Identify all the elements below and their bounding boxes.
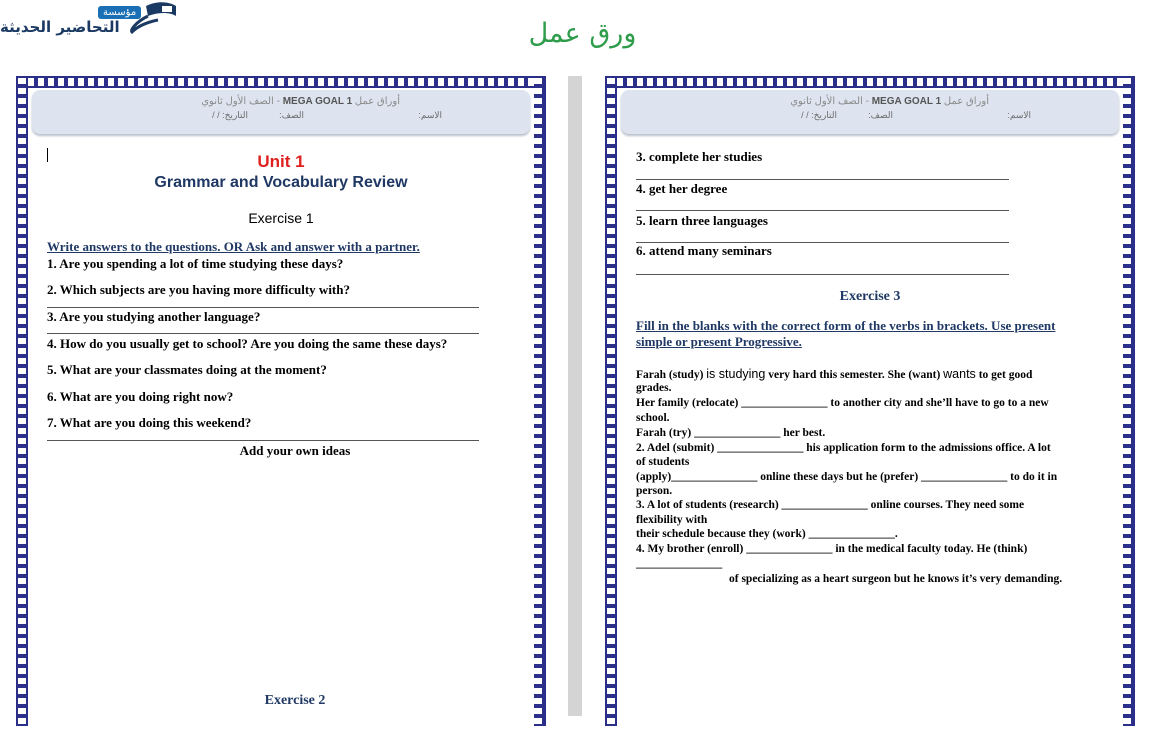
exercise-3-instruction-line1: Fill in the blanks with the correct form of the verbs in brackets. Use present bbox=[636, 318, 1056, 333]
exercise-3-text: of specializing as a heart surgeon but he knows it’s very demanding. bbox=[729, 573, 1063, 585]
exercise-3-heading: Exercise 3 bbox=[839, 289, 901, 304]
exercise-3-text: person. bbox=[636, 485, 673, 497]
header-date-field: التاريخ: / / bbox=[212, 110, 248, 120]
logo-text: التحاضير الحديثة bbox=[0, 18, 120, 36]
page-title: ورق عمل bbox=[528, 18, 637, 49]
question-5: 5. What are your classmates doing at the moment? bbox=[47, 362, 327, 377]
answer-line bbox=[47, 440, 479, 441]
header-name-field: الاسم: bbox=[418, 110, 442, 120]
own-ideas-prompt: Add your own ideas bbox=[239, 443, 351, 458]
exercise-3-text: (apply)_______________ online these days but he (prefer) _______________ to do it in bbox=[636, 471, 1058, 483]
question-7: 7. What are you doing this weekend? bbox=[47, 415, 252, 430]
exercise-1-heading: Exercise 1 bbox=[248, 210, 314, 226]
answer-line bbox=[636, 210, 1009, 211]
question-3: 3. Are you studying another language? bbox=[47, 309, 261, 324]
exercise-3-text: 2. Adel (submit) _______________ his application form to the admissions office. A lot bbox=[636, 442, 1051, 454]
exercise-3-text: school. bbox=[636, 412, 670, 424]
exercise-2-heading: Exercise 2 bbox=[264, 693, 326, 708]
exercise-3-text: flexibility with bbox=[636, 514, 708, 526]
worksheet-header bbox=[32, 90, 530, 134]
exercise-3-text: _______________ bbox=[636, 558, 723, 570]
header-date-field: التاريخ: / / bbox=[801, 110, 837, 120]
list-item: 3. complete her studies bbox=[636, 149, 763, 164]
header-class-field: الصف: bbox=[279, 110, 304, 120]
answer-line bbox=[636, 274, 1009, 275]
answer-line bbox=[47, 333, 479, 334]
logo-subtitle: مؤسسة bbox=[98, 6, 141, 19]
exercise-3-text: 3. A lot of students (research) _______________ online courses. They need some bbox=[636, 499, 1025, 511]
header-title: أوراق عمل MEGA GOAL 1 - الصف الأول ثانوي bbox=[790, 96, 989, 107]
exercise-3-text: Farah (study) is studying very hard this semester. She (want) wants to get good bbox=[636, 367, 1033, 381]
section-subtitle: Grammar and Vocabulary Review bbox=[154, 174, 408, 191]
exercise-3-text: 4. My brother (enroll) _______________ in the medical faculty today. He (think) bbox=[636, 543, 1028, 555]
exercise-3-text: grades. bbox=[636, 382, 672, 394]
question-4: 4. How do you usually get to school? Are you doing the same these days? bbox=[47, 336, 448, 351]
answer-line bbox=[47, 307, 479, 308]
header-name-field: الاسم: bbox=[1007, 110, 1031, 120]
exercise-3-text: Her family (relocate) _______________ to another city and she’ll have to go to a new bbox=[636, 397, 1049, 409]
example-answer: is studying bbox=[706, 367, 766, 381]
list-item: 4. get her degree bbox=[636, 181, 728, 196]
exercise-1-instruction: Write answers to the questions. OR Ask and answer with a partner. bbox=[47, 239, 420, 254]
question-6: 6. What are you doing right now? bbox=[47, 389, 234, 404]
exercise-3-text: Farah (try) _______________ her best. bbox=[636, 427, 826, 439]
header-title: أوراق عمل MEGA GOAL 1 - الصف الأول ثانوي bbox=[201, 96, 400, 107]
unit-title: Unit 1 bbox=[257, 152, 305, 171]
question-1: 1. Are you spending a lot of time studying these days? bbox=[47, 256, 344, 271]
list-item: 6. attend many seminars bbox=[636, 243, 772, 258]
exercise-3-text: of students bbox=[636, 456, 690, 468]
exercise-3-text: their schedule because they (work) _______________. bbox=[636, 528, 898, 540]
list-item: 5. learn three languages bbox=[636, 213, 768, 228]
exercise-3-instruction-line2: simple or present Progressive. bbox=[636, 334, 802, 349]
header-class-field: الصف: bbox=[868, 110, 893, 120]
page-divider bbox=[568, 76, 582, 716]
answer-line bbox=[636, 179, 1009, 180]
example-answer: wants bbox=[943, 367, 976, 381]
worksheet-page-left bbox=[16, 76, 546, 726]
question-2: 2. Which subjects are you having more difficulty with? bbox=[47, 282, 350, 297]
worksheet-page-right bbox=[605, 76, 1135, 726]
worksheet-header bbox=[621, 90, 1119, 134]
